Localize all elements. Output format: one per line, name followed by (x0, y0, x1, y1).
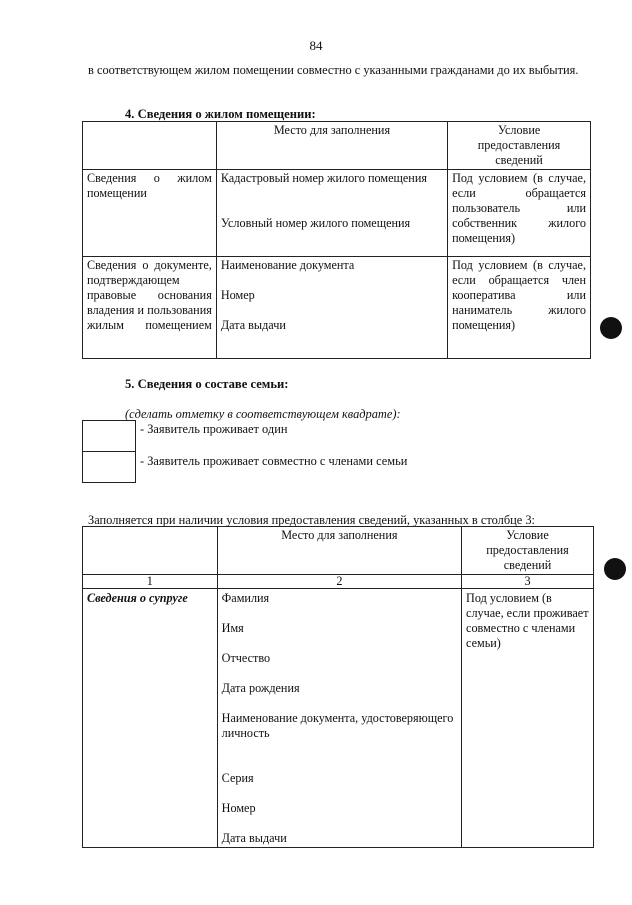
field-identity-document: Наименование документа, удостоверяющего личность (221, 711, 454, 740)
checkbox-lives-with-family[interactable] (82, 451, 136, 483)
page-number: 84 (309, 38, 323, 53)
header-cell-place: Место для заполнения (217, 527, 461, 575)
section-5-title: 5. Сведения о составе семьи: (125, 377, 289, 391)
field-patronymic: Отчество (221, 651, 271, 665)
table-row (83, 170, 591, 257)
table-row (83, 257, 591, 359)
fields-cell (216, 170, 447, 257)
header-cell-empty (83, 527, 218, 575)
section-4-title: 4. Сведения о жилом помещении: (125, 107, 316, 121)
header-cell-place: Место для заполнения (216, 122, 447, 170)
table-header-row (83, 122, 591, 170)
header-cell-condition: Условие предоставления сведений (448, 122, 591, 170)
row-label-spouse: Сведения о супруге (83, 589, 218, 848)
field-first-name: Имя (221, 621, 244, 635)
field-series: Серия (221, 771, 254, 785)
option-lives-with-family-label: - Заявитель проживает совместно с членами семьи (140, 454, 408, 468)
family-table (82, 526, 594, 848)
condition-cell: Под условием (в случае, если проживает совместно с членами семьи) (462, 589, 594, 848)
intro-paragraph: в соответствующем жилом помещении совместно с указанными гражданами до их выбытия. (88, 63, 579, 77)
column-number: 2 (217, 575, 461, 589)
table-header-row (83, 527, 594, 575)
column-number-row (83, 575, 594, 589)
table-row (83, 589, 594, 848)
option-lives-alone-label: - Заявитель проживает один (140, 422, 288, 436)
punch-hole-mark (604, 558, 626, 580)
fields-cell (216, 257, 447, 359)
header-cell-condition: Условие предоставления сведений (462, 527, 594, 575)
field-birth-date: Дата рождения (221, 681, 300, 695)
row-label: Сведения о документе, подтверждающем правовые основания владения и пользования жилым помещением (83, 257, 217, 359)
punch-hole-mark (600, 317, 622, 339)
field-cadastral-number: Кадастровый номер жилого помещения (220, 171, 427, 185)
field-document-name: Наименование документа (220, 258, 355, 272)
checkbox-lives-alone[interactable] (82, 420, 136, 452)
condition-cell: Под условием (в случае, если обращается пользователь или собственник жилого помещения) (448, 170, 591, 257)
field-number: Номер (221, 801, 256, 815)
field-surname: Фамилия (221, 591, 270, 605)
field-issue-date: Дата выдачи (221, 831, 287, 845)
header-cell-empty (83, 122, 217, 170)
row-label: Сведения о жилом помещении (83, 170, 217, 257)
field-issue-date: Дата выдачи (220, 318, 286, 332)
housing-table (82, 121, 591, 359)
field-conditional-number: Условный номер жилого помещения (220, 216, 411, 230)
conditional-note: Заполняется при наличии условия предоставления сведений, указанных в столбце 3: (88, 513, 535, 527)
section-5-instruction: (сделать отметку в соответствующем квадрате): (125, 407, 401, 421)
column-number: 1 (83, 575, 218, 589)
column-number: 3 (462, 575, 594, 589)
condition-cell: Под условием (в случае, если обращается член кооператива или наниматель жилого помещения) (448, 257, 591, 359)
fields-cell (217, 589, 461, 848)
field-number: Номер (220, 288, 255, 302)
